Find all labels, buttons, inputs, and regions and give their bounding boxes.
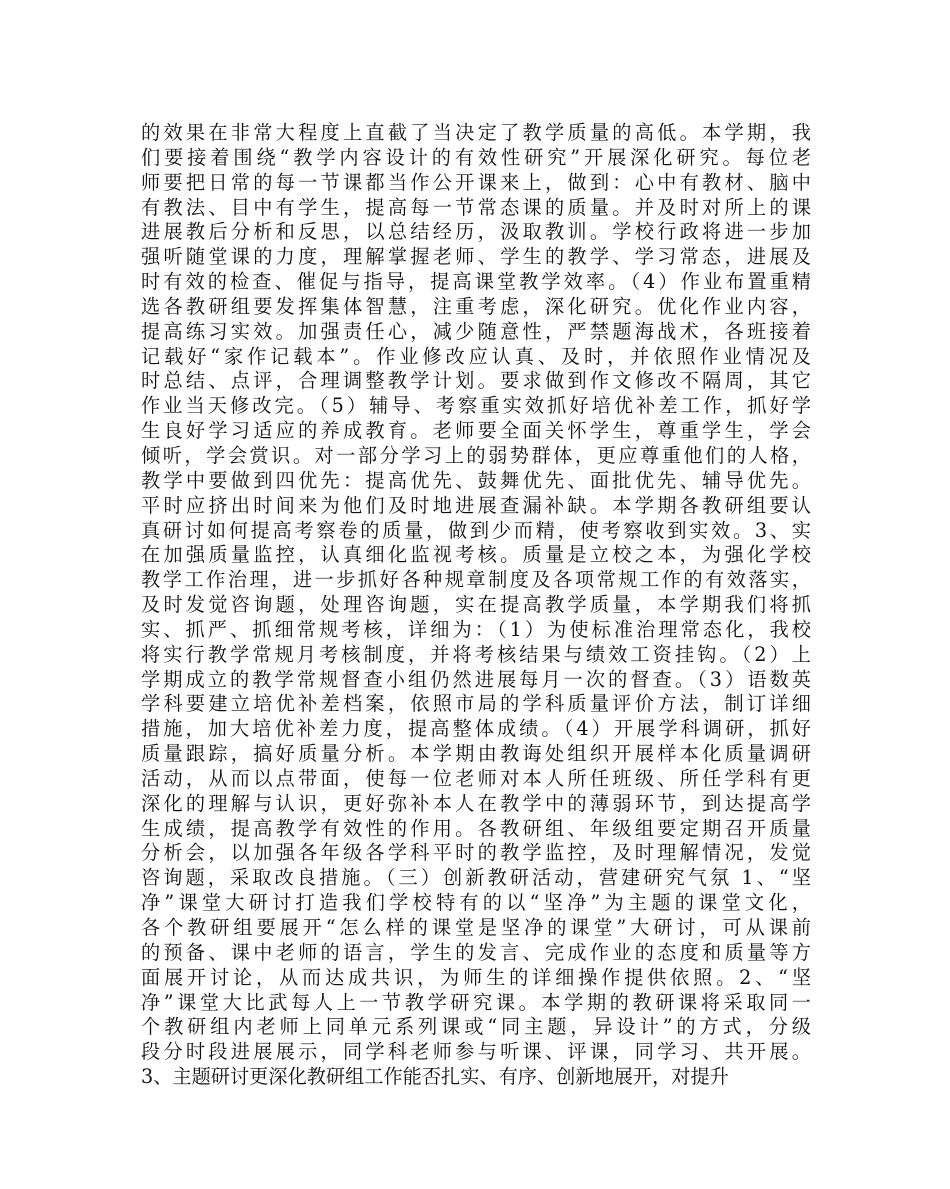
text-line: 学期成立的教学常规督查小组仍然进展每月一次的督查。（3）语数英 [141,667,811,691]
text-line: 活动，从而以点带面，使每一位老师对本人所任班级、所任学科有更 [141,766,811,790]
text-line: 们要接着围绕“教学内容设计的有效性研究”开展深化研究。每位老 [141,145,811,169]
text-line: 师要把日常的每一节课都当作公开课来上，做到：心中有教材、脑中 [141,170,811,194]
text-line: 生成绩，提高教学有效性的作用。各教研组、年级组要定期召开质量 [141,816,811,840]
text-line: 面展开讨论，从而达成共识，为师生的详细操作提供依照。2、“坚 [141,965,811,989]
text-line: 生良好学习适应的养成教育。老师要全面关怀学生，尊重学生，学会 [141,419,811,443]
text-line: 强听随堂课的力度，理解掌握老师、学生的教学、学习常态，进展及 [141,245,811,269]
text-line: 记载好“家作记载本”。作业修改应认真、及时，并依照作业情况及 [141,344,811,368]
text-line: 学科要建立培优补差档案，依照市局的学科质量评价方法，制订详细 [141,692,811,716]
text-line: 选各教研组要发挥集体智慧，注重考虑，深化研究。优化作业内容， [141,294,811,318]
text-line: 深化的理解与认识，更好弥补本人在教学中的薄弱环节，到达提高学 [141,791,811,815]
body-text [141,121,811,1090]
text-line: 提高练习实效。加强责任心，减少随意性，严禁题海战术，各班接着 [141,319,811,343]
text-line: 个教研组内老师上同单元系列课或“同主题，异设计”的方式，分级 [141,1015,811,1039]
text-line: 教学工作治理，进一步抓好各种规章制度及各项常规工作的有效落实， [141,568,811,592]
text-line: 真研讨如何提高考察卷的质量，做到少而精，使考察收到实效。3、实 [141,518,811,542]
text-line: 实、抓严、抓细常规考核，详细为：（1）为使标准治理常态化，我校 [141,617,811,641]
text-line: 的效果在非常大程度上直截了当决定了教学质量的高低。本学期，我 [141,121,811,144]
text-line: 各个教研组要展开“怎么样的课堂是坚净的课堂”大研讨，可从课前 [141,916,811,939]
text-line: 教学中要做到四优先：提高优先、鼓舞优先、面批优先、辅导优先。 [141,468,811,492]
text-line: 平时应挤出时间来为他们及时地进展查漏补缺。本学期各教研组要认 [141,493,811,517]
text-line: 及时发觉咨询题，处理咨询题，实在提高教学质量，本学期我们将抓 [141,593,811,617]
text-line: 净”课堂大比武每人上一节教学研究课。本学期的教研课将采取同一 [141,990,811,1014]
text-line: 进展教后分析和反思，以总结经历，汲取教训。学校行政将进一步加 [141,220,811,244]
text-line: 的预备、课中老师的语言，学生的发言、完成作业的态度和质量等方 [141,940,811,964]
text-line: 净”课堂大研讨打造我们学校特有的以“坚净”为主题的课堂文化， [141,891,811,915]
text-line: 在加强质量监控，认真细化监视考核。质量是立校之本，为强化学校 [141,543,811,567]
text-line: 有教法、目中有学生，提高每一节常态课的质量。并及时对所上的课 [141,195,811,219]
text-line: 时总结、点评，合理调整教学计划。要求做到作文修改不隔周，其它 [141,369,811,393]
text-line: 作业当天修改完。（5）辅导、考察重实效抓好培优补差工作，抓好学 [141,394,811,418]
text-line: 时有效的检查、催促与指导，提高课堂教学效率。（4）作业布置重精 [141,270,811,294]
text-line: 措施，加大培优补差力度，提高整体成绩。（4）开展学科调研，抓好 [141,717,811,741]
text-line: 将实行教学常规月考核制度，并将考核结果与绩效工资挂钩。（2）上 [141,642,811,666]
text-line: 段分时段进展展示，同学科老师参与听课、评课，同学习、共开展。 [141,1040,811,1064]
text-line: 质量跟踪，搞好质量分析。本学期由教诲处组织开展样本化质量调研 [141,742,811,766]
text-line: 倾听，学会赏识。对一部分学习上的弱势群体，更应尊重他们的人格， [141,443,811,467]
text-line: 分析会，以加强各年级各学科平时的教学监控，及时理解情况，发觉 [141,841,811,865]
text-line: 3、主题研讨更深化教研组工作能否扎实、有序、创新地展开，对提升 [141,1065,729,1089]
text-line: 咨询题，采取改良措施。（三）创新教研活动，营建研究气氛 1、“坚 [141,866,811,890]
